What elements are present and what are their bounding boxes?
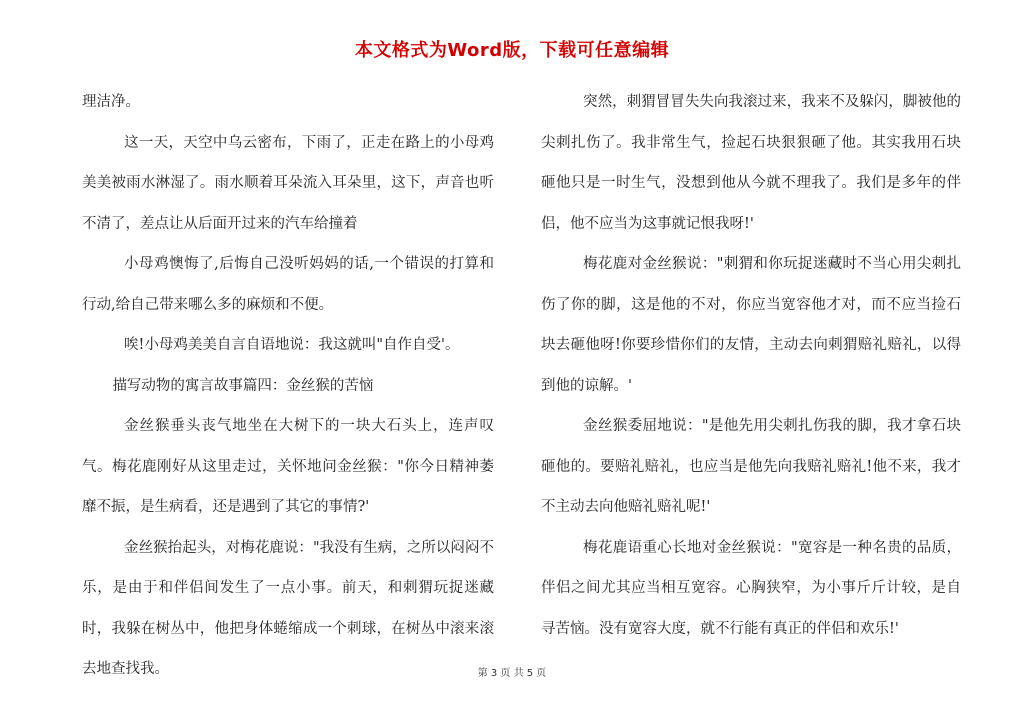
paragraph: 理洁净。 bbox=[82, 94, 140, 110]
section-heading: 描写动物的寓言故事篇四：金丝猴的苦恼 bbox=[112, 377, 374, 394]
paragraph: 梅花鹿对金丝猴说："刺猬和你玩捉迷藏时不当心用尖刺扎伤了你的脚，这是他的不对，你应当宽容他才对，而不应当捡石块去砸他呀!你要珍惜你们的友情，主动去向刺猬赔礼赔礼，以得到他的谅解。' bbox=[541, 256, 961, 394]
document-banner: 本文格式为Word版，下载可任意编辑 bbox=[354, 40, 670, 61]
right-column bbox=[541, 82, 961, 649]
paragraph: 这一天，天空中乌云密布，下雨了，正走在路上的小母鸡美美被雨水淋湿了。雨水顺着耳朵流入耳朵里，这下，声音也听不清了，差点让从后面开过来的汽车给撞着 bbox=[82, 134, 494, 232]
paragraph: 小母鸡懊悔了,后悔自己没听妈妈的话,一个错误的打算和行动,给自己带来哪么多的麻烦和不便。 bbox=[82, 256, 494, 313]
paragraph: 梅花鹿语重心长地对金丝猴说："宽容是一种名贵的品质，伴侣之间尤其应当相互宽容。心胸狭窄，为小事斤斤计较，是自寻苦恼。没有宽容大度，就不行能有真正的伴侣和欢乐!' bbox=[541, 539, 961, 637]
page-number: 第 3 页 共 5 页 bbox=[477, 668, 547, 679]
paragraph: 突然，刺猬冒冒失失向我滚过来，我来不及躲闪，脚被他的尖刺扎伤了。我非常生气，捡起石块狠狠砸了他。其实我用石块砸他只是一时生气，没想到他从今就不理我了。我们是多年的伴侣，他不应当为这事就记恨我呀!' bbox=[541, 94, 961, 232]
paragraph: 唉!小母鸡美美自言自语地说：我这就叫"自作自受'。 bbox=[124, 337, 460, 353]
paragraph: 金丝猴委屈地说："是他先用尖刺扎伤我的脚，我才拿石块砸他的。要赔礼赔礼，也应当是他先向我赔礼赔礼!他不来，我才不主动去向他赔礼赔礼呢!' bbox=[541, 418, 961, 515]
paragraph: 金丝猴抬起头，对梅花鹿说："我没有生病，之所以闷闷不乐，是由于和伴侣间发生了一点小事。前天，和刺猬玩捉迷藏时，我躲在树丛中，他把身体蜷缩成一个刺球，在树丛中滚来滚去地查找我。 bbox=[82, 539, 494, 677]
left-column bbox=[82, 82, 494, 690]
paragraph: 金丝猴垂头丧气地坐在大树下的一块大石头上，连声叹气。梅花鹿刚好从这里走过，关怀地问金丝猴："你今日精神萎靡不振，是生病看，还是遇到了其它的事情?' bbox=[82, 418, 494, 515]
